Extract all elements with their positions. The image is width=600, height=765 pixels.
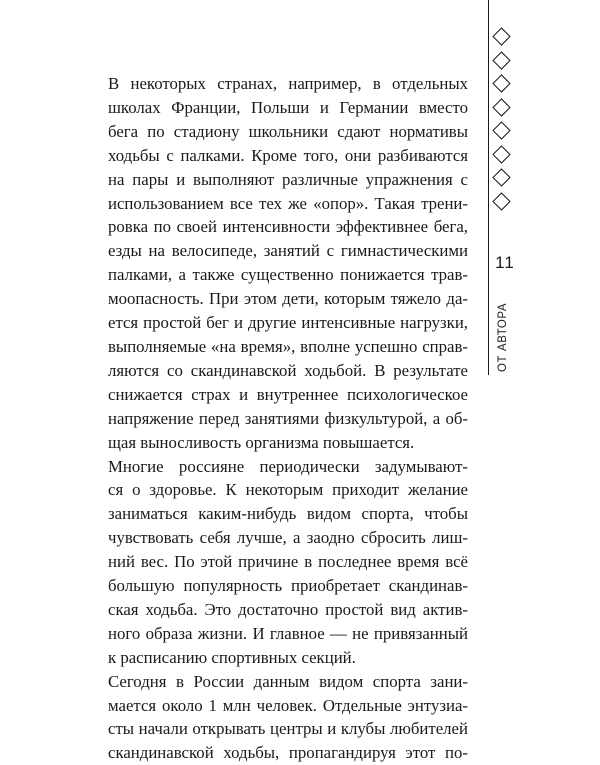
- diamond-icon: [492, 192, 510, 210]
- text-line: мается около 1 млн человек. Отдельные энтузиа-: [108, 695, 468, 715]
- paragraph-1: [80, 72, 468, 455]
- text-line: большую популярность приобретает скандинав-: [108, 576, 468, 596]
- text-line: Сегодня в России данным видом спорта зани-: [108, 671, 468, 691]
- section-label: ОТ АВТОРА: [497, 302, 509, 372]
- diamond-icon: [492, 98, 510, 116]
- text-line: ного образа жизни. И главное — не привязанный: [108, 623, 468, 643]
- text-line: ская ходьба. Это достаточно простой вид актив-: [108, 599, 468, 619]
- text-line: ся о здоровье. К некоторым приходит желание: [108, 480, 468, 500]
- text-line: напряжение перед занятиями физкультурой, а об-: [108, 408, 468, 428]
- text-line: сты начали открывать центры и клубы любителей: [108, 719, 468, 739]
- page-number: 11: [495, 253, 515, 272]
- text-line: езды на велосипеде, занятий с гимнастическими: [108, 241, 468, 261]
- paragraph-2: [80, 455, 468, 670]
- diamond-icon: [492, 27, 510, 45]
- text-line: снижается страх и внутреннее психологическое: [108, 384, 468, 404]
- text-line: щая выносливость организма повышается.: [108, 432, 415, 452]
- text-line: ется простой бег и другие интенсивные нагрузки,: [108, 313, 468, 333]
- diamond-icon: [492, 74, 510, 92]
- diamond-icon: [492, 145, 510, 163]
- text-line: В некоторых странах, например, в отдельных: [108, 74, 468, 93]
- diamond-icon: [492, 51, 510, 69]
- text-line: ляются со скандинавской ходьбой. В результате: [108, 360, 468, 380]
- diamond-icon: [492, 121, 510, 139]
- text-line: скандинавской ходьбы, пропагандируя этот по-: [108, 743, 468, 763]
- text-line: использованием все тех же «опор». Такая трени-: [108, 193, 468, 213]
- text-line: ходьбы с палками. Кроме того, они разбиваются: [108, 145, 468, 165]
- text-line: чувствовать себя лучше, а заодно сбросить лиш-: [108, 528, 468, 548]
- body-text: [80, 72, 468, 765]
- text-line: палками, а также существенно понижается трав-: [108, 265, 468, 285]
- diamond-icon: [492, 168, 510, 186]
- text-line: Многие россияне периодически задумывают-: [108, 456, 468, 476]
- text-line: бега по стадиону школьники сдают нормативы: [108, 121, 468, 141]
- diamond-ornament-column: [489, 30, 517, 218]
- text-line: школах Франции, Польши и Германии вместо: [108, 97, 468, 117]
- text-line: ровка по своей интенсивности эффективнее бега,: [108, 217, 468, 237]
- text-line: ний вес. По этой причине в последнее время всё: [108, 552, 468, 572]
- text-line: выполняемые «на время», вполне успешно справ-: [108, 336, 468, 356]
- text-line: моопасность. При этом дети, которым тяжело да-: [108, 289, 468, 309]
- paragraph-3: [80, 670, 468, 765]
- text-line: на пары и выполняют различные упражнения с: [108, 169, 468, 189]
- text-line: к расписанию спортивных секций.: [108, 647, 356, 667]
- text-line: заниматься каким-нибудь видом спорта, чтобы: [108, 504, 468, 524]
